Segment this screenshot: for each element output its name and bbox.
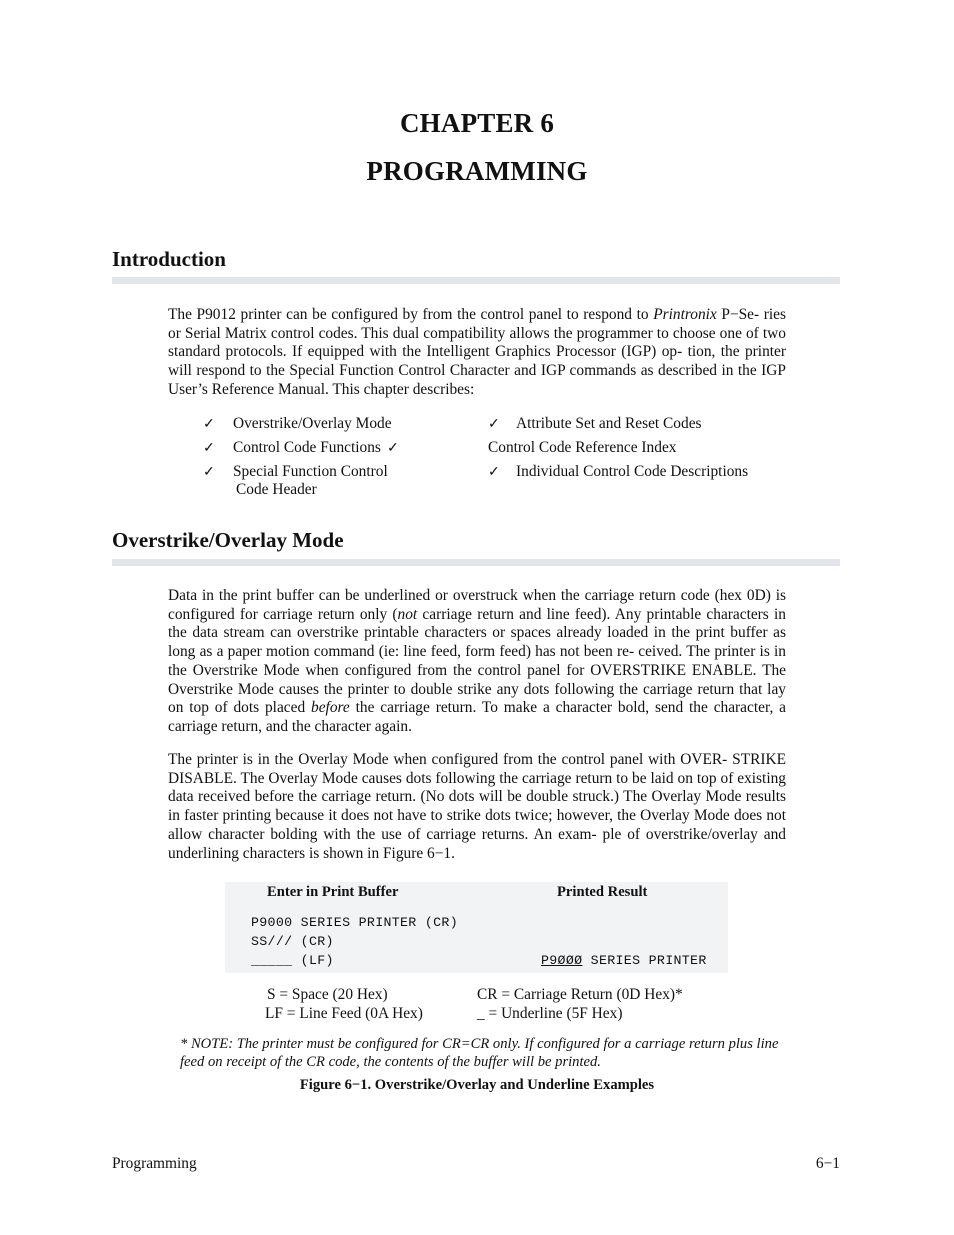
bullet-item: Control Code Reference Index — [488, 439, 677, 456]
bullet-item — [203, 463, 388, 482]
introduction-paragraph — [168, 306, 786, 400]
para-text: P−Se- ries or Serial Matrix control codes. This dual compatibility allows the programmer to choose one of two standard protocols. If equipped with the Intelligent Graphics Processor (IGP) op- tion, the printer will respond to the Special Function Control Character and IGP commands as described in the IGP User’s Reference Manual. This chapter describes: — [168, 306, 786, 398]
chapter-number: CHAPTER 6 — [399, 108, 555, 138]
legend-item: S = Space (20 Hex) — [267, 986, 388, 1003]
checkmark-icon: ✓ — [488, 465, 500, 480]
overstrike-paragraph-2: The printer is in the Overlay Mode when configured from the control panel with OVER- STRIKE DISABLE. The Overlay Mode causes dots following the carriage return to be laid on top of existing data received before the carriage return. (No dots will be double struck.) The Overlay Mode results in faster printing because it does not have to strike dots twice; however, the Overlay Mode does not allow character bolding with the use of carriage returns. An exam- ple of overstrike/overlay and underlining characters is shown in Figure 6−1. — [168, 751, 786, 862]
printed-result — [541, 953, 707, 968]
checkmark-icon: ✓ — [488, 417, 500, 432]
bullet-label: Special Function Control — [233, 463, 388, 480]
bullet-continuation: Code Header — [236, 481, 317, 498]
emphasis: before — [311, 699, 350, 717]
brand-name: Printronix — [653, 306, 717, 323]
section-rule — [112, 277, 840, 284]
printed-result-underlined: P9ØØØ — [541, 953, 583, 968]
printed-result-text: SERIES PRINTER — [582, 953, 707, 968]
figure-caption: Figure 6−1. Overstrike/Overlay and Underline Examples — [299, 1077, 655, 1093]
chapter-title: PROGRAMMING — [366, 156, 588, 186]
para-text: the carriage return. To make a character bold, send the character, a carriage return, and the character again. — [168, 699, 787, 735]
para-text: carriage return and line feed). Any printable characters in the data stream can overstrike printable characters or spaces already loaded in the print buffer as long as a paper motion command (ie: line feed, form feed) has not been re- ceived. The printer is in the Overstrike Mode when configured from the control panel for OVERSTRIKE ENABLE. The Overstrike Mode causes the printer to double strike any dots following the carriage return that lay on top of dots placed — [168, 605, 786, 717]
figure-col-header-input: Enter in Print Buffer — [267, 884, 399, 900]
bullet-item — [203, 439, 399, 458]
bullet-item — [488, 463, 748, 482]
figure-col-header-result: Printed Result — [557, 884, 648, 900]
figure-note: * NOTE: The printer must be configured for CR=CR only. If configured for a carriage return plus line feed on receipt of the CR code, the contents of the buffer will be printed. — [180, 1036, 779, 1070]
section-heading-introduction: Introduction — [112, 247, 226, 271]
bullet-item — [203, 415, 392, 434]
emphasis: not — [397, 605, 418, 623]
para-text: The P9012 printer can be configured by from the control panel to respond to — [168, 306, 654, 323]
checkmark-icon: ✓ — [203, 441, 215, 456]
footer-page-number: 6−1 — [815, 1155, 840, 1172]
bullet-label: Individual Control Code Descriptions — [516, 463, 749, 480]
legend-item: LF = Line Feed (0A Hex) — [265, 1005, 423, 1022]
buffer-line: SS/// (CR) — [251, 934, 334, 949]
para-text: Data in the print buffer can be underlined or overstruck when the carriage return code (hex 0D) is configured for carriage return only ( — [168, 587, 786, 623]
legend-item: _ = Underline (5F Hex) — [477, 1005, 623, 1022]
bullet-item — [488, 415, 702, 434]
legend-item: CR = Carriage Return (0D Hex)* — [477, 986, 683, 1003]
checkmark-icon: ✓ — [386, 441, 399, 456]
buffer-line: _____ (LF) — [251, 953, 334, 968]
section-heading-overstrike: Overstrike/Overlay Mode — [112, 528, 344, 552]
section-rule — [112, 559, 840, 566]
checkmark-icon: ✓ — [203, 465, 215, 480]
footer-section-name: Programming — [112, 1155, 197, 1172]
bullet-label: Overstrike/Overlay Mode — [233, 415, 392, 432]
checkmark-icon: ✓ — [203, 417, 215, 432]
buffer-line: P9000 SERIES PRINTER (CR) — [251, 915, 458, 930]
bullet-label: Attribute Set and Reset Codes — [516, 415, 702, 432]
overstrike-paragraph-1 — [168, 587, 786, 737]
bullet-label: Control Code Functions — [233, 439, 381, 456]
